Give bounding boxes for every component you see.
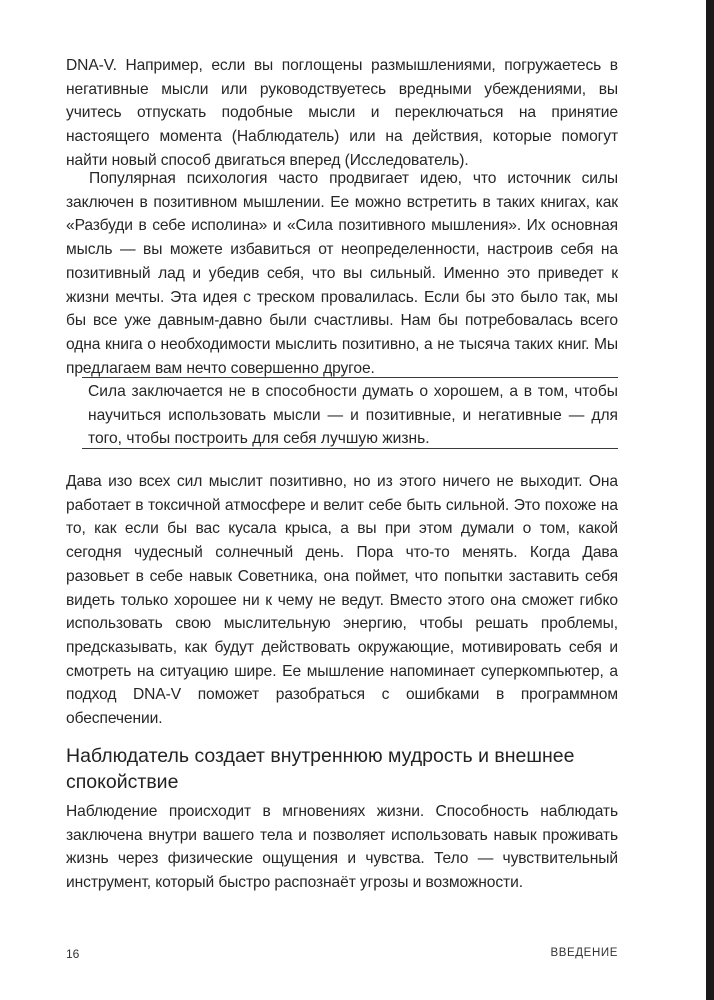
pull-quote-rule-bottom [82,448,618,449]
page-edge [706,0,714,1000]
paragraph-1: DNA-V. Например, если вы поглощены размышлениями, погружаетесь в негативные мысли или руководствуетесь вредными убеждениями, вы учитесь отпускать подобные мысли и переключаться на принятие настоящего момента (Наблюдатель) или на действия, которые помогут найти новый способ двигаться вперед (Исследователь). [66,57,618,169]
page-number: 16 [66,947,80,961]
pull-quote: Сила заключается не в способности думать о хорошем, а в том, чтобы научиться использовать мысли — и позитивные, и негативные — для того, чтобы построить для себя лучшую жизнь. [88,383,618,448]
pull-quote-rule-top [82,377,618,378]
section-heading: Наблюдатель создает внутреннюю мудрость и внешнее спокойствие [66,745,575,793]
paragraph-3: Дава изо всех сил мыслит позитивно, но из этого ничего не выходит. Она работает в токсичной атмосфере и велит себе быть сильной. Это похоже на то, как если бы вас кусала крыса, а вы при этом думали о том, какой сегодня чудесный солнечный день. Пора что-то менять. Когда Дава разовьет в себе навык Советника, она поймет, что попытки заставить себя видеть только хорошее ни к чему не ведут. Вместо этого она сможет гибко использовать свою мыслительную энергию, чтобы решать проблемы, предсказывать, как будут действовать окружающие, мотивировать себя и смотреть на ситуацию шире. Ее мышление напоминает суперкомпьютер, а подход DNA-V поможет разобраться с ошибками в программном обеспечении. [66,473,618,728]
paragraph-4: Наблюдение происходит в мгновениях жизни. Способность наблюдать заключена внутри вашего тела и позволяет использовать навык проживать жизнь через физические ощущения и чувства. Тело — чувствительный инструмент, который быстро распознаёт угрозы и возможности. [66,803,618,892]
running-head: ВВЕДЕНИЕ [550,947,618,959]
paragraph-2: Популярная психология часто продвигает идею, что источник силы заключен в позитивном мышлении. Ее можно встретить в таких книгах, как «Разбуди в себе исполина» и «Сила позитивного мышления». Их основная мысль — вы можете избавиться от неопределенности, настроив себя на позитивный лад и убедив себя, что вы сильный. Именно это приведет к жизни мечты. Эта идея с треском провалилась. Если бы это было так, мы бы все уже давным-давно были счастливы. Нам бы потребовалась всего одна книга о необходимости мыслить позитивно, а не тысяча таких книг. Мы предлагаем вам нечто совершенно другое. [66,170,618,377]
